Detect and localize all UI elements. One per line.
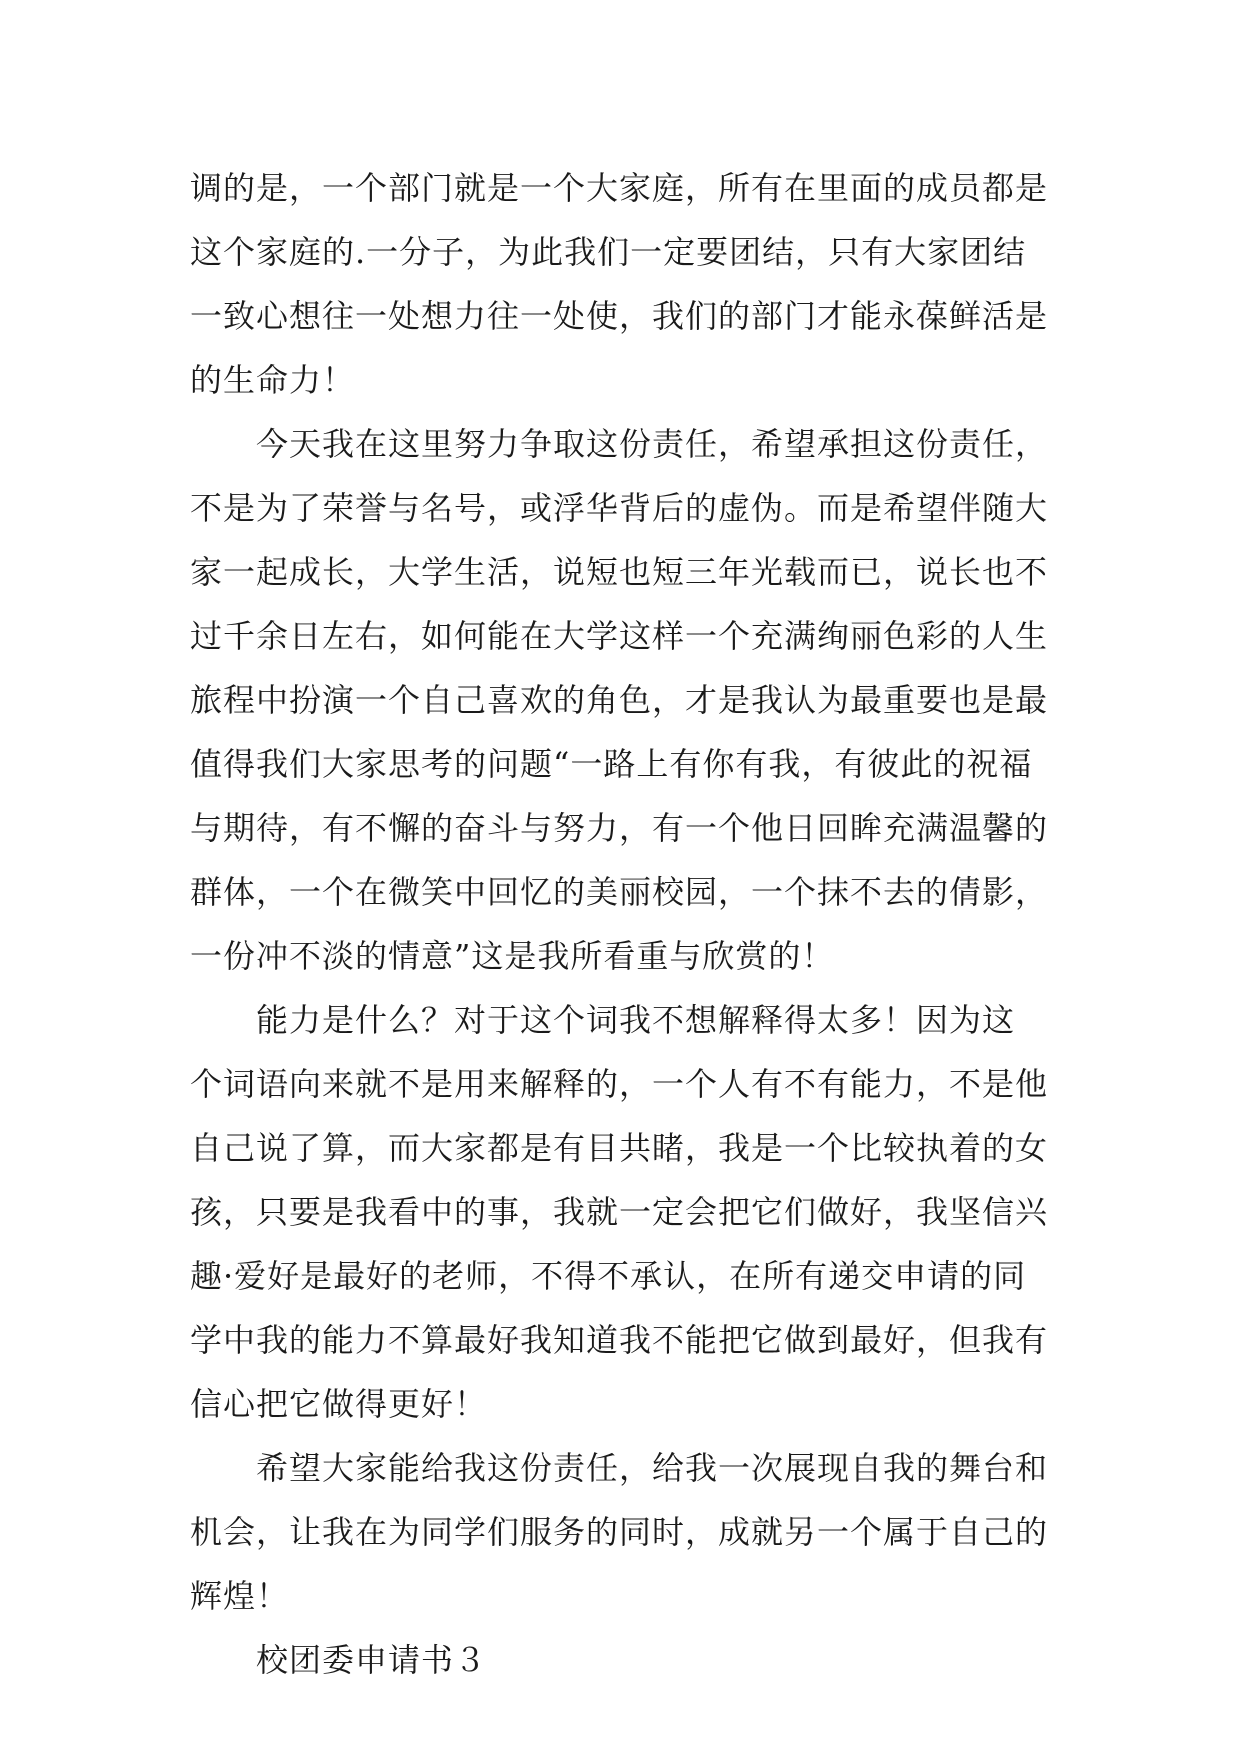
text-line: 机会，让我在为同学们服务的同时，成就另一个属于自己的 (190, 1513, 1049, 1551)
text-line: 过千余日左右，如何能在大学这样一个充满绚丽色彩的人生 (190, 617, 1049, 655)
text-line: 调的是，一个部门就是一个大家庭，所有在里面的成员都是 (190, 169, 1049, 207)
paragraph-first-line: 今天我在这里努力争取这份责任，希望承担这份责任， (256, 425, 1049, 463)
text-line: 与期待，有不懈的奋斗与努力，有一个他日回眸充满温馨的 (190, 809, 1049, 847)
text-line: 个词语向来就不是用来解释的，一个人有不有能力，不是他 (190, 1065, 1049, 1103)
text-line: 的生命力！ (190, 361, 356, 399)
document-body (190, 156, 1060, 1692)
text-line: 信心把它做得更好！ (190, 1385, 488, 1423)
text-line: 自己说了算，而大家都是有目共睹，我是一个比较执着的女 (190, 1129, 1049, 1167)
text-line: 趣·爱好是最好的老师，不得不承认，在所有递交申请的同 (190, 1257, 1027, 1295)
text-line: 旅程中扮演一个自己喜欢的角色，才是我认为最重要也是最 (190, 681, 1049, 719)
text-line: 一份冲不淡的情意”这是我所看重与欣赏的！ (190, 937, 835, 975)
text-line: 这个家庭的.一分子，为此我们一定要团结，只有大家团结 (190, 233, 1027, 271)
paragraph-first-line: 希望大家能给我这份责任，给我一次展现自我的舞台和 (256, 1449, 1049, 1487)
text-line: 值得我们大家思考的问题“一路上有你有我，有彼此的祝福 (190, 745, 1033, 783)
text-line: 家一起成长，大学生活，说短也短三年光载而已，说长也不 (190, 553, 1049, 591)
section-heading: 校团委申请书３ (256, 1641, 488, 1679)
text-line: 一致心想往一处想力往一处使，我们的部门才能永葆鲜活是 (190, 297, 1049, 335)
text-line: 辉煌！ (190, 1577, 290, 1615)
text-line: 孩，只要是我看中的事，我就一定会把它们做好，我坚信兴 (190, 1193, 1049, 1231)
text-line: 群体，一个在微笑中回忆的美丽校园，一个抹不去的倩影， (190, 873, 1049, 911)
paragraph-first-line: 能力是什么？对于这个词我不想解释得太多！因为这 (256, 1001, 1016, 1039)
text-line: 学中我的能力不算最好我知道我不能把它做到最好，但我有 (190, 1321, 1049, 1359)
text-line: 不是为了荣誉与名号，或浮华背后的虚伪。而是希望伴随大 (190, 489, 1049, 527)
